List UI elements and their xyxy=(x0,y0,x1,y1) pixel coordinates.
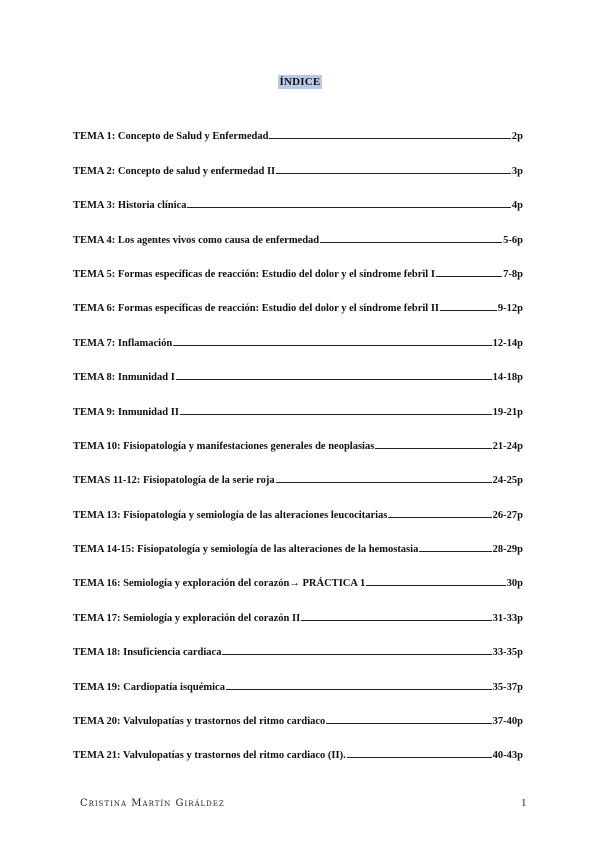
toc-entry xyxy=(73,555,523,589)
toc-entry-label: TEMA 5: Formas específicas de reacción: Estudio del dolor y el síndrome febril I xyxy=(73,268,435,280)
toc-entry-page: 5-6p xyxy=(503,234,523,246)
toc-leader-line xyxy=(276,173,511,174)
toc-entry-page: 4p xyxy=(511,200,523,212)
toc-entry-label: TEMA 19: Cardiopatía isquémica xyxy=(73,681,225,693)
toc-leader-line xyxy=(419,551,491,552)
toc-entry xyxy=(73,589,523,623)
toc-entry-label: TEMA 4: Los agentes vivos como causa de enfermedad xyxy=(73,234,320,246)
toc-entry xyxy=(73,383,523,417)
toc-entry-page: 3p xyxy=(511,165,523,177)
toc-entry-page: 21-24p xyxy=(492,440,523,452)
toc-entry xyxy=(73,211,523,245)
toc-entry-page: 28-29p xyxy=(492,544,523,556)
toc-entry-page: 33-35p xyxy=(492,647,523,659)
toc-leader-line xyxy=(440,310,497,311)
toc-leader-line xyxy=(180,414,492,415)
toc-leader-line xyxy=(320,242,502,243)
toc-entry xyxy=(73,314,523,348)
toc-entry xyxy=(73,693,523,727)
toc-entry-page: 26-27p xyxy=(492,509,523,521)
toc-entry-page: 12-14p xyxy=(492,337,523,349)
toc-entry-label: TEMA 18: Insuficiencia cardiaca xyxy=(73,647,222,659)
toc-entry-page: 30p xyxy=(506,578,523,590)
toc-entry-label: TEMA 2: Concepto de salud y enfermedad II xyxy=(73,165,276,177)
toc-entry-label: TEMA 13: Fisiopatología y semiología de las alteraciones leucocitarias xyxy=(73,509,388,521)
toc-entry xyxy=(73,108,523,142)
toc-entry-label: TEMA 8: Inmunidad I xyxy=(73,372,175,384)
toc-leader-line xyxy=(176,379,492,380)
toc-entry-page: 2p xyxy=(511,131,523,143)
toc-entry-label: TEMA 1: Concepto de Salud y Enfermedad xyxy=(73,131,269,143)
toc-entry xyxy=(73,246,523,280)
toc-leader-line xyxy=(347,757,492,758)
toc-leader-line xyxy=(366,585,505,586)
toc-entry-page: 7-8p xyxy=(503,268,523,280)
toc-leader-line xyxy=(375,448,491,449)
toc-entry-label: TEMA 16: Semiología y exploración del corazón→ PRÁCTICA 1 xyxy=(73,578,366,590)
toc-entry-page: 35-37p xyxy=(492,681,523,693)
toc-leader-line xyxy=(388,517,491,518)
index-title xyxy=(0,72,600,90)
toc-entry xyxy=(73,280,523,314)
toc-entry xyxy=(73,349,523,383)
toc-entry xyxy=(73,624,523,658)
toc-entry-page: 31-33p xyxy=(492,612,523,624)
toc-entry-label: TEMA 3: Historia clínica xyxy=(73,200,187,212)
toc-entry-page: 37-40p xyxy=(492,716,523,728)
toc-entry xyxy=(73,727,523,761)
toc-entry xyxy=(73,486,523,520)
toc-leader-line xyxy=(326,723,491,724)
toc-leader-line xyxy=(436,276,502,277)
toc-entry xyxy=(73,142,523,176)
toc-entry xyxy=(73,177,523,211)
toc-entry-label: TEMA 20: Valvulopatías y trastornos del ritmo cardiaco xyxy=(73,716,326,728)
toc-entry xyxy=(73,452,523,486)
toc-entry xyxy=(73,521,523,555)
toc-entry-label: TEMA 10: Fisiopatología y manifestaciones generales de neoplasias xyxy=(73,440,375,452)
toc-entry-label: TEMA 14-15: Fisiopatología y semiología de las alteraciones de la hemostasia xyxy=(73,544,419,556)
toc-entry-page: 40-43p xyxy=(492,750,523,762)
toc-leader-line xyxy=(269,138,510,139)
toc-leader-line xyxy=(276,482,492,483)
toc-entry-label: TEMAS 11-12: Fisiopatología de la serie roja xyxy=(73,475,275,487)
toc-entry xyxy=(73,658,523,692)
toc-entry-page: 14-18p xyxy=(492,372,523,384)
toc-leader-line xyxy=(187,207,510,208)
table-of-contents xyxy=(73,108,523,761)
toc-entry-label: TEMA 9: Inmunidad II xyxy=(73,406,179,418)
toc-entry-page: 19-21p xyxy=(492,406,523,418)
toc-entry-label: TEMA 17: Semiología y exploración del corazón II xyxy=(73,612,301,624)
toc-leader-line xyxy=(301,620,491,621)
toc-entry-label: TEMA 7: Inflamación xyxy=(73,337,173,349)
toc-leader-line xyxy=(173,345,491,346)
toc-entry-label: TEMA 6: Formas específicas de reacción: Estudio del dolor y el síndrome febril II xyxy=(73,303,440,315)
index-title-text: ÍNDICE xyxy=(279,76,321,88)
toc-leader-line xyxy=(222,654,491,655)
toc-entry-label: TEMA 21: Valvulopatías y trastornos del ritmo cardiaco (II). xyxy=(73,750,346,762)
footer-page-number: 1 xyxy=(521,797,527,809)
toc-entry-page: 24-25p xyxy=(492,475,523,487)
toc-leader-line xyxy=(226,689,492,690)
toc-entry xyxy=(73,418,523,452)
toc-entry-page: 9-12p xyxy=(497,303,523,315)
footer-author: Cristina Martín Giráldez xyxy=(80,798,225,809)
